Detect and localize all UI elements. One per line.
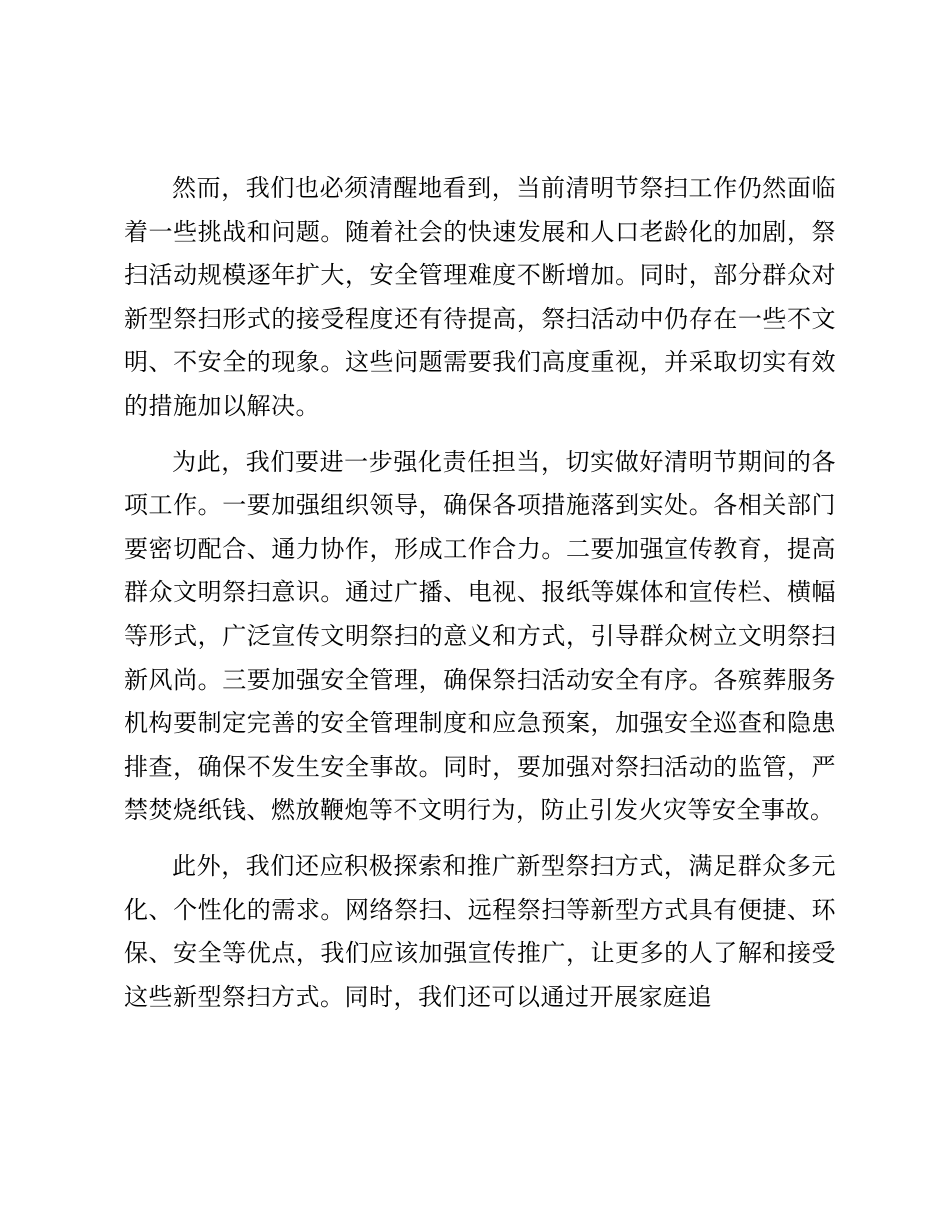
paragraph-new-methods: 此外，我们还应积极探索和推广新型祭扫方式，满足群众多元化、个性化的需求。网络祭扫、远程祭扫等新型方式具有便捷、环保、安全等优点，我们应该加强宣传推广，让更多的人了解和接受这些新型祭扫方式。同时，我们还可以通过开展家庭追 bbox=[124, 851, 836, 1011]
document-body bbox=[124, 167, 836, 1019]
paragraph-challenges: 然而，我们也必须清醒地看到，当前清明节祭扫工作仍然面临着一些挑战和问题。随着社会的快速发展和人口老龄化的加剧，祭扫活动规模逐年扩大，安全管理难度不断增加。同时，部分群众对新型祭扫形式的接受程度还有待提高，祭扫活动中仍存在一些不文明、不安全的现象。这些问题需要我们高度重视，并采取切实有效的措施加以解决。 bbox=[124, 174, 836, 420]
paragraph-measures: 为此，我们要进一步强化责任担当，切实做好清明节期间的各项工作。一要加强组织领导，确保各项措施落到实处。各相关部门要密切配合、通力协作，形成工作合力。二要加强宣传教育，提高群众文明祭扫意识。通过广播、电视、报纸等媒体和宣传栏、横幅等形式，广泛宣传文明祭扫的意义和方式，引导群众树立文明祭扫新风尚。三要加强安全管理，确保祭扫活动安全有序。各殡葬服务机构要制定完善的安全管理制度和应急预案，加强安全巡查和隐患排查，确保不发生安全事故。同时，要加强对祭扫活动的监管，严禁焚烧纸钱、燃放鞭炮等不文明行为，防止引发火灾等安全事故。 bbox=[124, 447, 836, 825]
